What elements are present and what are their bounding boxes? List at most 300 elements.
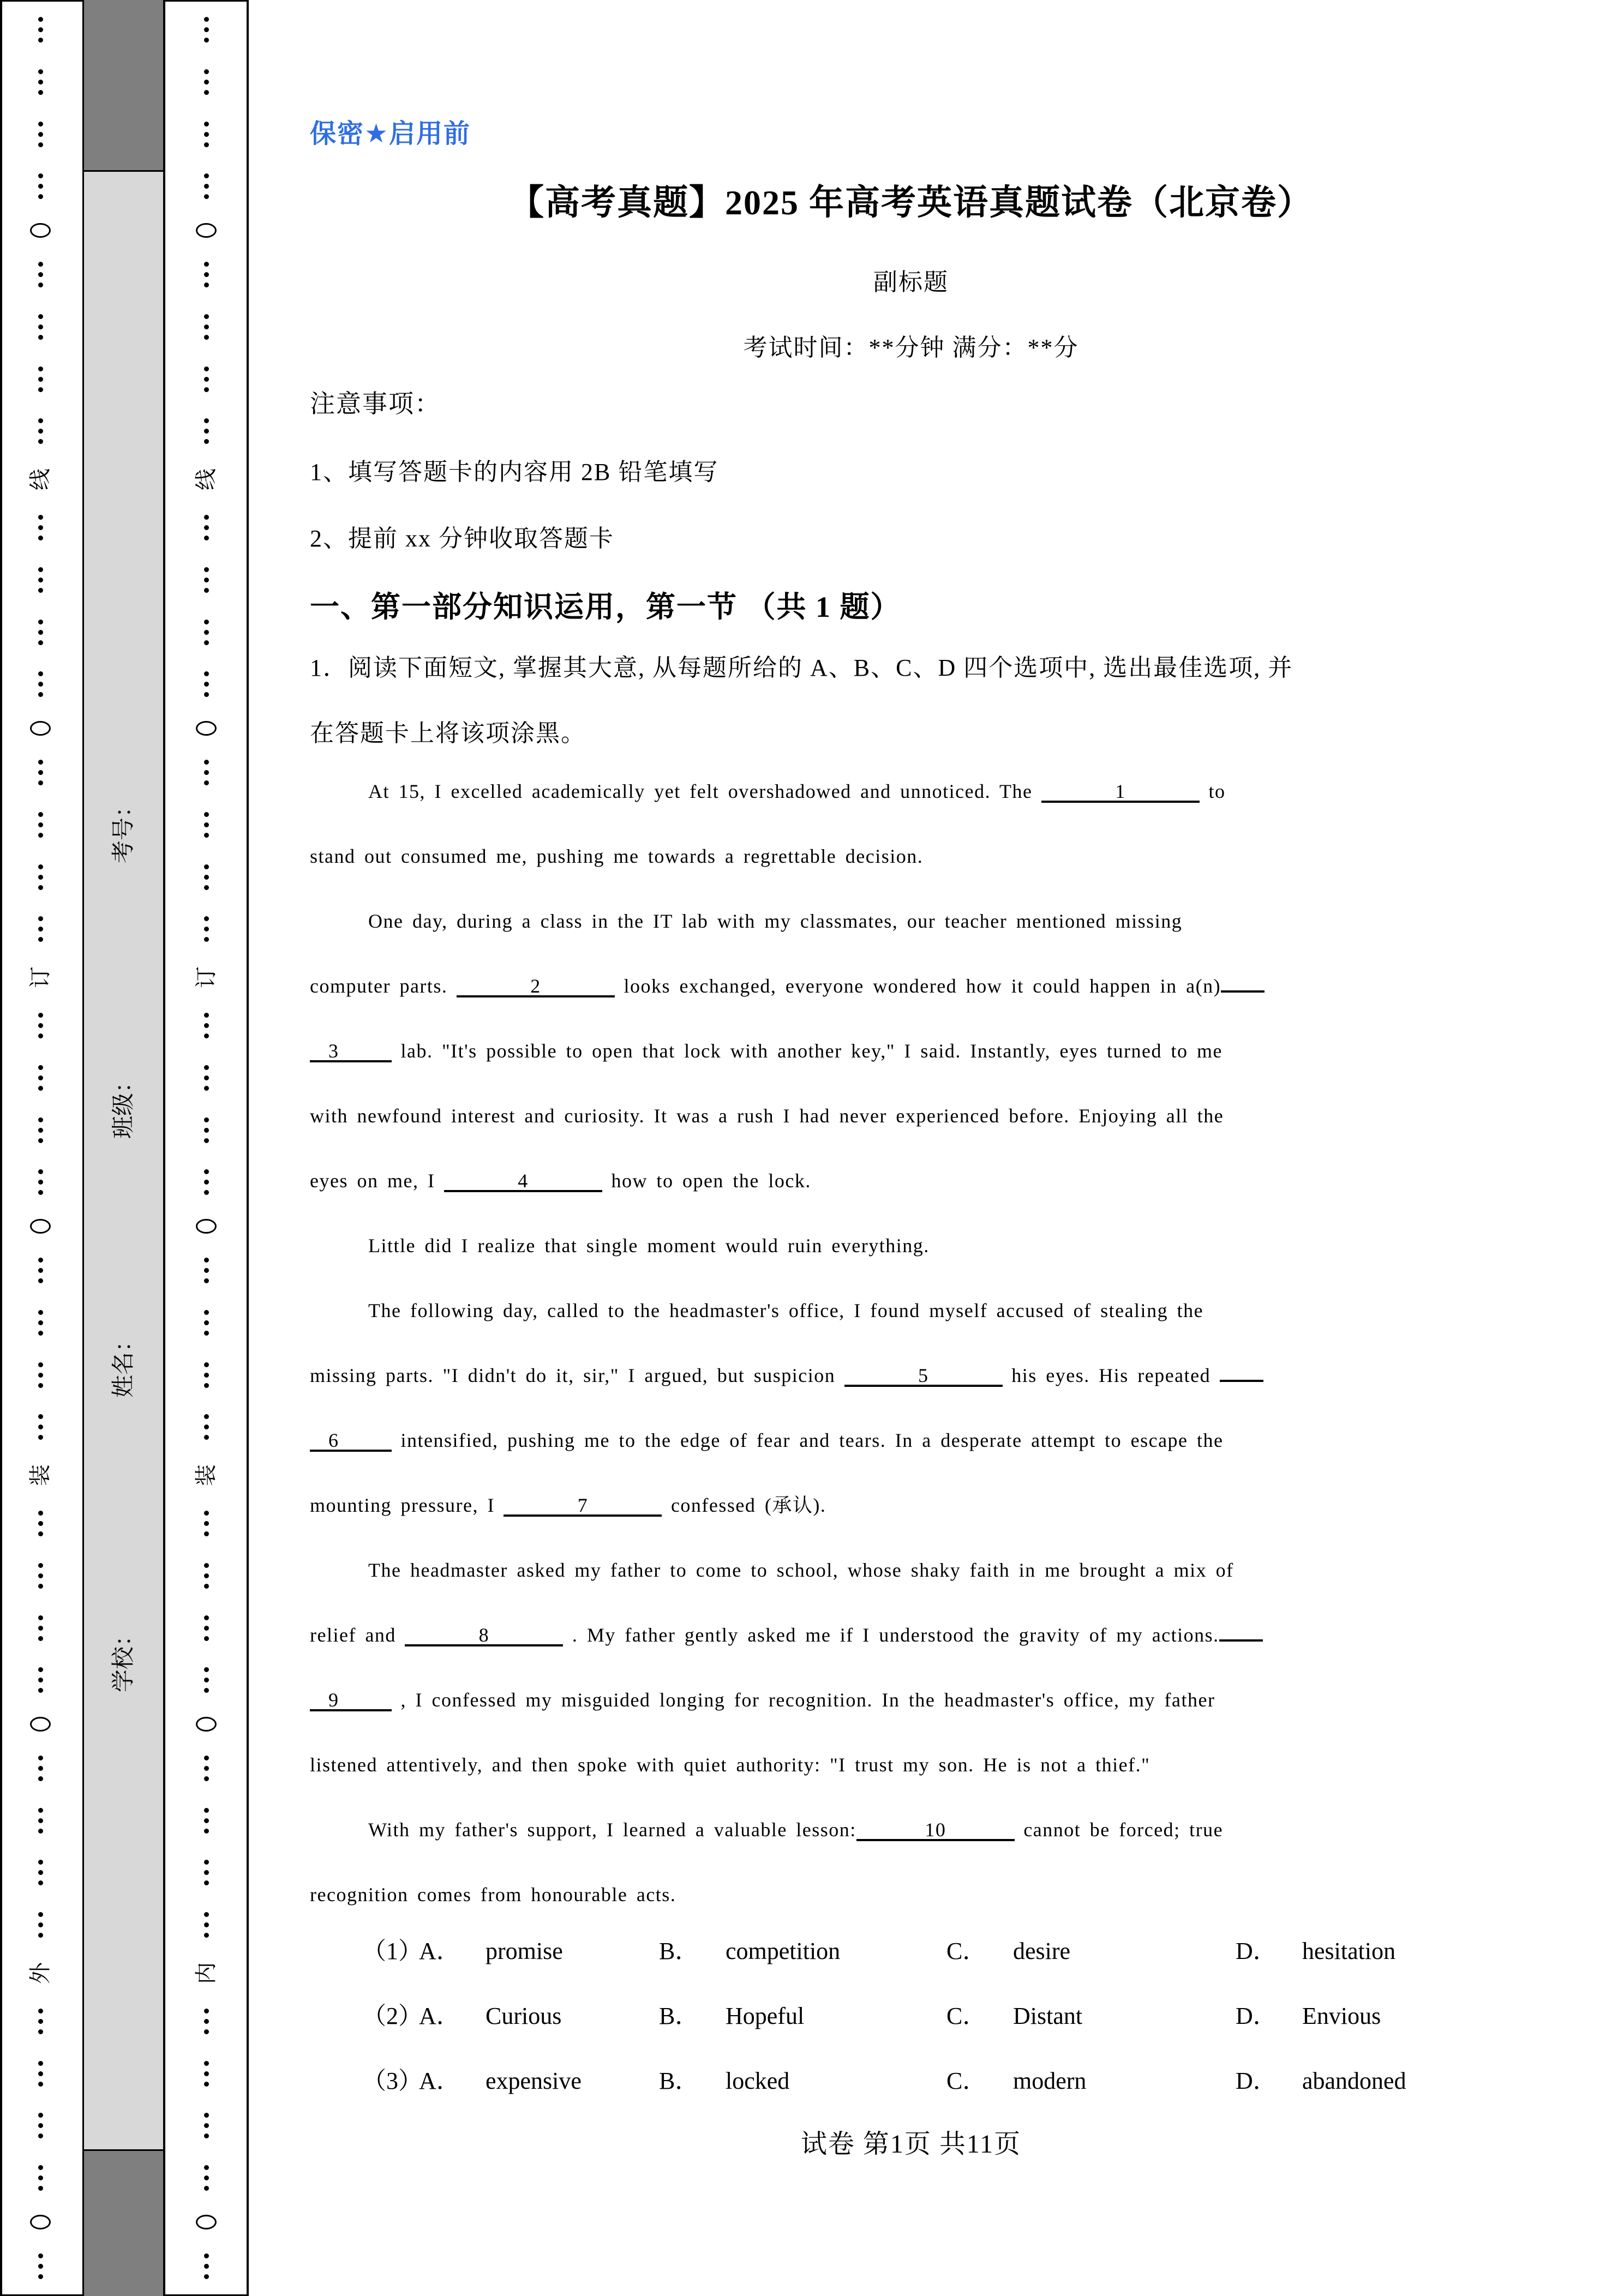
binding-dot [38,515,43,520]
binding-dot [38,2165,43,2170]
binding-dot [204,418,209,423]
binding-dot [38,366,43,371]
binding-dot [38,1880,43,1885]
binding-dot-group [38,1360,43,1391]
passage-line: stand out consumed me, pushing me towards a regrettable decision. [310,845,924,867]
binding-dot-group [204,1307,209,1338]
binding-dot [38,1023,43,1028]
binding-dot [204,1169,209,1174]
binding-dot-group [204,1062,209,1093]
binding-dot [38,1573,43,1578]
binding-dot [38,2175,43,2180]
binding-dot [38,17,43,22]
binding-dot-group [38,311,43,342]
binding-char: 线 [28,468,52,491]
binding-dot [204,1023,209,1028]
binding-dot [38,885,43,890]
binding-dot [38,2061,43,2066]
binding-dot [204,1573,209,1578]
option-text: modern [1013,2067,1087,2094]
binding-circle [196,2215,217,2229]
option-row [310,2048,1512,2113]
binding-dot [38,760,43,765]
binding-dot [204,2264,209,2269]
binding-dot [38,2071,43,2076]
binding-dot [204,132,209,137]
binding-dot [38,418,43,423]
binding-dot-group [204,2006,209,2037]
binding-dot [38,2264,43,2269]
exam-subtitle: 副标题 [873,269,949,296]
binding-dot [204,1880,209,1885]
binding-dot [204,578,209,582]
binding-circle [30,2215,51,2229]
binding-dot-group [204,1664,209,1696]
binding-dot [38,1180,43,1185]
binding-dot [38,1511,43,1516]
binding-dot-group [38,564,43,596]
notes-heading: 注意事项： [310,390,441,418]
binding-dot [204,671,209,676]
option-text: Distant [1013,2003,1083,2029]
binding-dot [38,1169,43,1174]
binding-dot-group [38,416,43,447]
binding-dot-group [204,1805,209,1836]
binding-dot-group [38,1255,43,1286]
binding-dot [38,1667,43,1672]
binding-dot [38,578,43,582]
binding-dot-group [38,1307,43,1338]
binding-dot [38,387,43,392]
option-letter: B． [659,2003,699,2029]
binding-dot [204,366,209,371]
binding-dot [204,324,209,329]
binding-circle [30,1717,51,1732]
binding-dot [38,630,43,635]
binding-dot [204,1756,209,1760]
binding-dot [38,184,43,189]
binding-dot-group [204,669,209,700]
binding-dot [38,822,43,827]
binding-dot-group [38,1508,43,1539]
binding-dot [204,2186,209,2191]
binding-dot [38,377,43,382]
binding-dot [38,1818,43,1823]
binding-dot [38,780,43,785]
binding-dot [204,122,209,127]
binding-dot [38,194,43,199]
binding-dot [204,1860,209,1865]
binding-dot [38,1128,43,1133]
binding-dot [38,1776,43,1781]
binding-dot-group [204,364,209,395]
binding-dot-group [38,1010,43,1041]
cloze-underline [1219,1619,1263,1642]
option-row [310,1984,1512,2048]
option-text: Hopeful [726,2003,805,2029]
binding-dot-group [204,416,209,447]
binding-dot [204,2175,209,2180]
binding-dot [38,324,43,329]
binding-dot-group [204,1010,209,1041]
binding-dot-group [204,2058,209,2089]
binding-dot [204,1278,209,1283]
binding-dot [204,314,209,319]
passage-line: With my father's support, I learned a valuable lesson: 10 cannot be forced; true [368,1819,1224,1841]
binding-dot [204,1563,209,1568]
binding-dot [38,864,43,869]
option-row-marker: （2） [362,2003,422,2029]
binding-dot [38,1320,43,1325]
secrecy-notice: 保密★启用前 [310,119,471,148]
cloze-underline [1221,970,1265,993]
binding-dot [38,1331,43,1336]
binding-dot [204,2253,209,2258]
binding-dot [204,38,209,43]
binding-dot [38,2133,43,2138]
option-cell [419,1919,659,1984]
binding-dot-group [204,1753,209,1784]
binding-dot [38,80,43,85]
binding-dot [38,1268,43,1273]
passage-line: 3 lab. "It's possible to open that lock with another key," I said. Instantly, eyes turned to me [310,1019,1512,1084]
binding-dot [38,671,43,676]
option-text: Envious [1302,2003,1381,2029]
sidebar-bottom-block [84,2149,163,2296]
option-letter: D． [1236,2003,1277,2029]
binding-dot [204,630,209,635]
binding-dot-group [38,1753,43,1784]
binding-dot-group [204,512,209,543]
binding-dot-group [204,1909,209,1940]
binding-dot [204,1013,209,1018]
option-row-marker: （3） [362,2067,422,2094]
binding-dot [204,1933,209,1938]
binding-circle [30,1219,51,1234]
binding-dot [204,864,209,869]
cloze-blank-5: 5 [844,1364,1003,1387]
binding-dot [38,173,43,178]
binding-dot-group [38,1664,43,1696]
option-cell [1236,1984,1512,2048]
binding-dot [204,1383,209,1388]
binding-dot [204,620,209,624]
binding-dot [204,812,209,817]
binding-dot [204,875,209,880]
binding-dot-group [204,1411,209,1442]
binding-dot-group [38,1560,43,1591]
passage-line: One day, during a class in the IT lab with my classmates, our teacher mentioned missing [368,910,1183,932]
passage-line: 6 intensified, pushing me to the edge of fear and tears. In a desperate attempt to escape the [310,1408,1512,1473]
option-letter: A． [419,1938,460,1964]
binding-dot [204,937,209,942]
binding-dot [38,1688,43,1693]
binding-dot-group [38,1411,43,1442]
option-letter: B． [659,2067,699,2094]
binding-char: 订 [28,966,52,989]
binding-dot-group [38,809,43,840]
binding-dot [204,387,209,392]
binding-dot [204,1818,209,1823]
sidebar-label-name: 姓名： [111,1329,136,1398]
binding-dot [204,916,209,921]
binding-dot [38,1190,43,1195]
binding-dot [38,640,43,645]
question-intro-line-2: 在答题卡上将该项涂黑。 [310,720,586,747]
binding-dot [204,272,209,277]
binding-dot [204,1667,209,1672]
option-cell [1236,2048,1512,2113]
binding-dot [38,1435,43,1440]
cloze-blank-8: 8 [405,1624,563,1646]
option-row-indent [310,2048,362,2113]
option-letter: D． [1236,2067,1277,2094]
binding-dot [38,1860,43,1865]
binding-dot-group [204,259,209,290]
binding-dot [38,1013,43,1018]
passage-line: listened attentively, and then spoke with quiet authority: "I trust my son. He is not a thief." [310,1754,1150,1776]
option-letter: B． [659,1938,699,1964]
binding-dot [204,2082,209,2087]
binding-dot-group [204,2251,209,2282]
binding-dot [38,1615,43,1620]
binding-dot [38,1933,43,1938]
passage-line: with newfound interest and curiosity. It was a rush I had never experienced before. Enjoying all the [310,1105,1224,1127]
binding-dot [38,875,43,880]
binding-dot [38,2253,43,2258]
binding-dot [38,927,43,931]
binding-dot [204,1912,209,1917]
binding-dot [38,2082,43,2087]
binding-dot [38,2123,43,2128]
binding-dot-group [38,171,43,202]
binding-dot-group [204,1613,209,1644]
passage-line: eyes on me, I 4 how to open the lock. [310,1170,811,1192]
binding-dot [38,682,43,687]
binding-dot [204,2165,209,2170]
sidebar-top-block [84,0,163,172]
binding-dot [204,194,209,199]
binding-dot-group [204,2110,209,2141]
passage-line: The following day, called to the headmaster's office, I found myself accused of stealing the [368,1300,1204,1321]
choice-options [310,1919,1512,2113]
binding-dot [204,17,209,22]
binding-dot [204,1521,209,1526]
binding-dot [204,1414,209,1419]
binding-dot-group [38,2110,43,2141]
binding-dot [38,1563,43,1568]
binding-dot [204,1190,209,1195]
option-cell [659,2048,946,2113]
binding-dot [204,1425,209,1429]
binding-dot [38,1922,43,1927]
binding-dot [204,1268,209,1273]
option-letter: A． [419,2067,460,2094]
binding-dot [204,2029,209,2034]
binding-dot [38,439,43,444]
page-footer: 试卷 第1页 共11页 [800,2130,1022,2159]
binding-dot [204,1870,209,1875]
option-row-indent [310,1919,362,1984]
note-item-2: 2、提前 xx 分钟收取答题卡 [310,525,614,552]
binding-dot [38,335,43,340]
binding-dot [204,439,209,444]
cloze-blank-7: 7 [504,1494,662,1517]
cloze-blank-10: 10 [856,1818,1015,1841]
binding-dot [204,2113,209,2118]
binding-dot [204,833,209,838]
binding-dot [38,692,43,697]
binding-dot [38,588,43,593]
cloze-blank-4: 4 [444,1169,602,1192]
binding-dot [38,1278,43,1283]
binding-dot [38,1829,43,1834]
binding-dot [38,2009,43,2013]
passage-line: recognition comes from honourable acts. [310,1884,676,1906]
binding-dot [204,770,209,775]
passage-line: 9 , I confessed my misguided longing for recognition. In the headmaster's office, my father [310,1668,1512,1733]
sidebar-label-exam-number: 考号： [111,794,136,864]
binding-dot [38,1117,43,1122]
binding-dot [204,2274,209,2279]
binding-char: 订 [194,966,218,989]
binding-dot-group [38,862,43,893]
binding-dot-group [38,2058,43,2089]
binding-dot-group [204,14,209,45]
binding-dot-group [38,913,43,945]
binding-dot [38,812,43,817]
binding-dot [38,1373,43,1378]
cloze-blank-9: 9 [310,1688,392,1711]
binding-dot [204,525,209,530]
passage-line: The headmaster asked my father to come to school, whose shaky faith in me brought a mix of [368,1559,1234,1581]
binding-dot [38,770,43,775]
section-heading: 一、第一部分知识运用，第一节 （共 1 题） [310,591,901,623]
binding-char: 装 [28,1464,52,1487]
binding-dot [204,27,209,32]
binding-dot [38,1138,43,1143]
binding-dot [204,1678,209,1682]
passage-line: missing parts. "I didn't do it, sir," I argued, but suspicion 5 his eyes. His repeated [310,1343,1512,1408]
binding-dot-group [38,1613,43,1644]
binding-dot [38,38,43,43]
binding-dot [38,1766,43,1771]
binding-dot [204,927,209,931]
binding-dot-group [38,1909,43,1940]
binding-dot [38,27,43,32]
binding-dot [204,1435,209,1440]
binding-dot [204,1362,209,1367]
binding-dot-group [204,2162,209,2193]
binding-dot [38,1086,43,1091]
binding-dot [204,1531,209,1536]
binding-dot [204,1922,209,1927]
option-cell [1236,1919,1512,1984]
cloze-blank-2: 2 [457,975,615,997]
binding-dot [204,1180,209,1185]
binding-dot [204,80,209,85]
binding-dot [204,1829,209,1834]
binding-dot-group [38,1857,43,1888]
binding-dot [38,1033,43,1038]
option-text: abandoned [1302,2067,1406,2094]
binding-dot [38,1425,43,1429]
binding-dot [204,1033,209,1038]
option-cell [946,1984,1236,2048]
binding-dot [204,1776,209,1781]
sidebar-label-school: 学校： [111,1623,136,1693]
option-text: expensive [486,2067,582,2094]
option-letter: C． [946,2003,987,2029]
binding-dot [204,1117,209,1122]
binding-dot [204,536,209,540]
passage-line: computer parts. 2 looks exchanged, everyone wondered how it could happen in a(n) [310,954,1512,1019]
option-cell [946,2048,1236,2113]
binding-dot [204,2019,209,2024]
binding-dot [204,1636,209,1641]
cloze-blank-1: 1 [1041,780,1200,803]
binding-dot [38,1258,43,1263]
option-row-indent [310,1984,362,2048]
binding-dot [204,184,209,189]
binding-dot-group [204,1167,209,1198]
binding-dot [204,822,209,827]
exam-time-score-info: 考试时间：**分钟 满分：**分 [743,334,1079,361]
binding-dot [38,429,43,434]
binding-dot [204,885,209,890]
binding-dot [204,1584,209,1589]
binding-dot-group [204,564,209,596]
binding-char: 外 [28,1962,52,1985]
binding-dot-group [204,617,209,648]
binding-dot [38,1678,43,1682]
binding-dot [38,314,43,319]
binding-circle [196,223,217,238]
option-letter: A． [419,2003,460,2029]
binding-dot [204,682,209,687]
binding-dot [38,142,43,147]
binding-dot [204,2009,209,2013]
binding-dot [38,1521,43,1526]
document-content [310,0,1512,2161]
passage-line: Little did I realize that single moment would ruin everything. [368,1235,930,1257]
option-cell [946,1919,1236,1984]
passage-line: mounting pressure, I 7 confessed (承认). [310,1494,826,1516]
binding-dot-group [204,1255,209,1286]
binding-dot-group [38,512,43,543]
binding-dot [204,640,209,645]
binding-dot [204,2123,209,2128]
option-letter: C． [946,1938,987,1964]
binding-dot-group [38,617,43,648]
binding-dot [204,1373,209,1378]
option-text: hesitation [1302,1938,1396,1964]
binding-dot-group [204,1508,209,1539]
binding-circle [30,223,51,238]
binding-dot [38,1414,43,1419]
binding-dot [38,1075,43,1080]
option-text: locked [726,2067,790,2094]
binding-dot [204,90,209,95]
page-left-border [0,0,2,2296]
sidebar-label-class: 班级： [111,1069,136,1139]
binding-dot [38,567,43,572]
cloze-underline [1220,1359,1263,1382]
binding-dot-group [38,1805,43,1836]
binding-dot-group [38,2006,43,2037]
binding-dot-group [204,311,209,342]
binding-dot [38,1636,43,1641]
